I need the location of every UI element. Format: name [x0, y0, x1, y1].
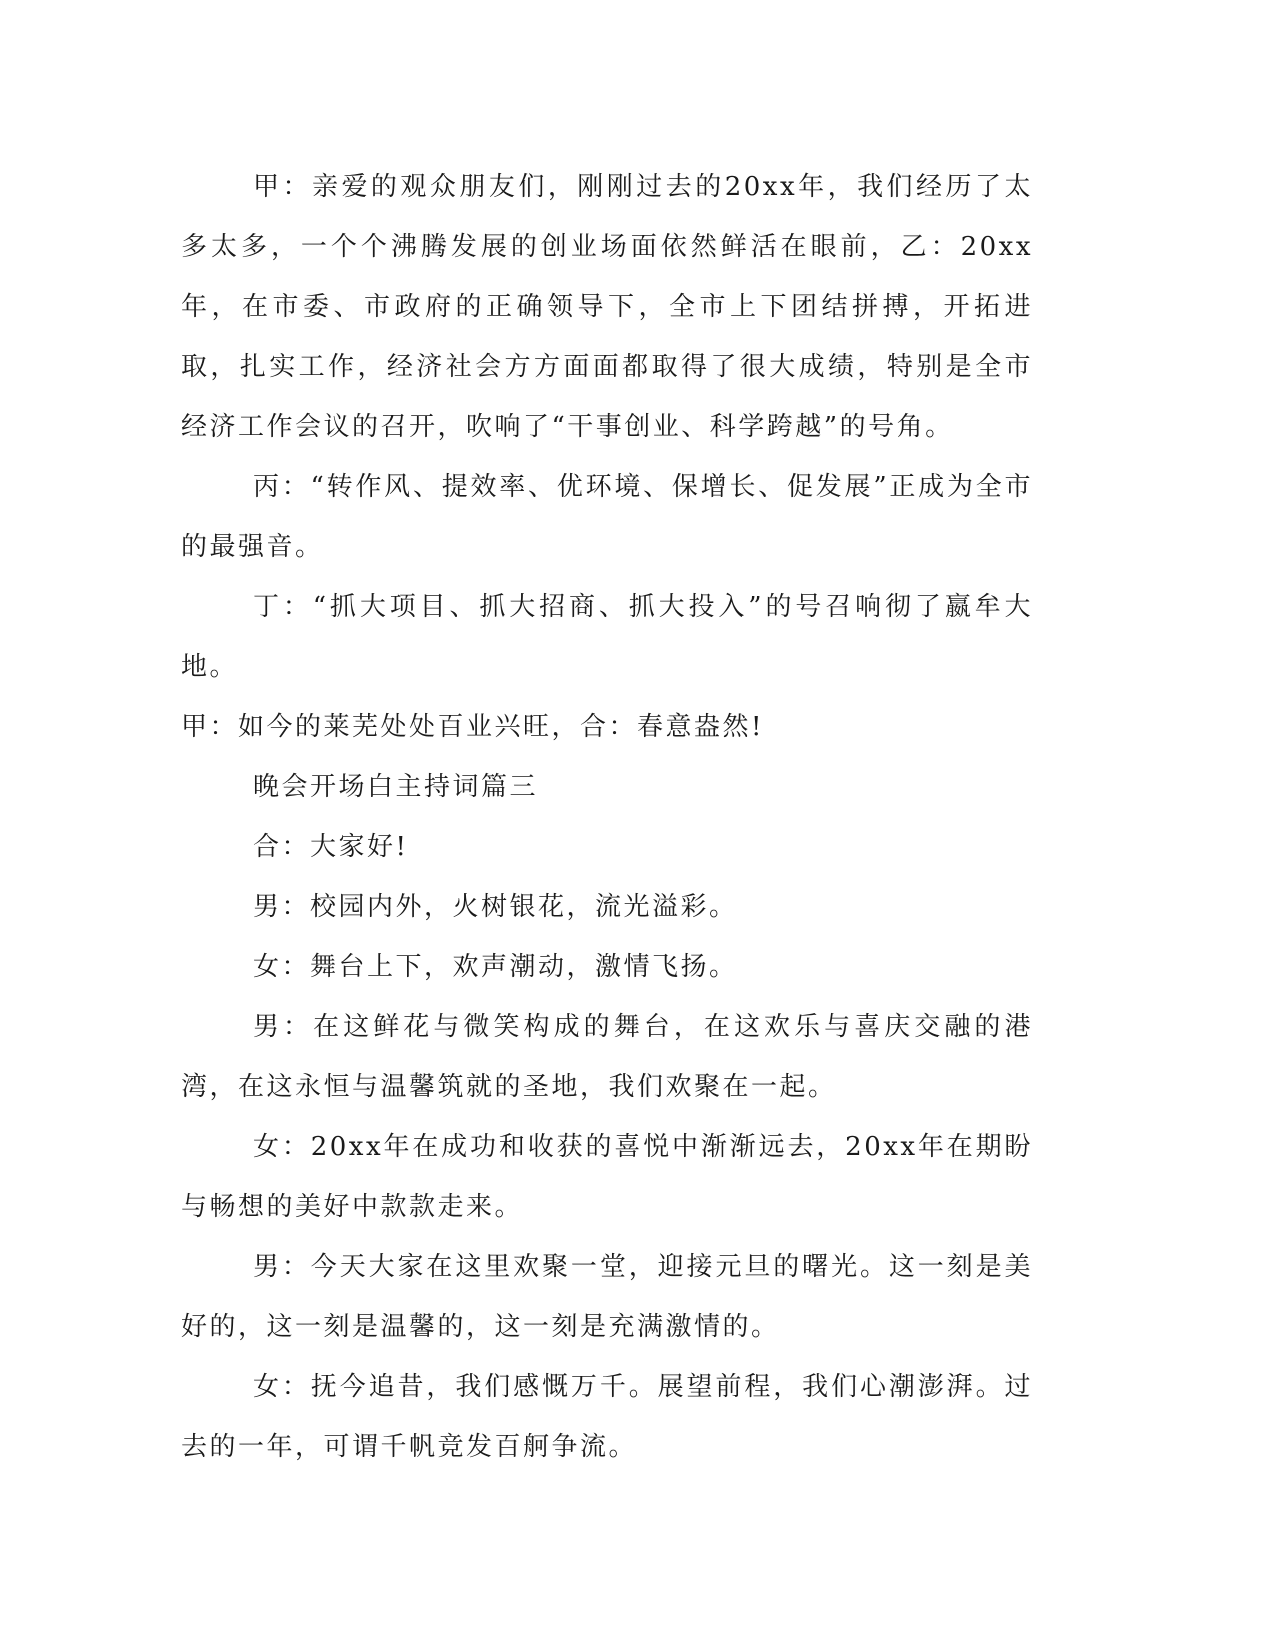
paragraph-female-2: 女：20xx年在成功和收获的喜悦中渐渐远去，20xx年在期盼与畅想的美好中款款走来。	[181, 1132, 1033, 1222]
paragraph-female-3: 女：抚今追昔，我们感慨万千。展望前程，我们心潮澎湃。过去的一年，可谓千帆竞发百舸争流。	[181, 1372, 1033, 1462]
paragraph-greeting: 合：大家好!	[253, 832, 409, 862]
paragraph-ding: 丁：“抓大项目、抓大招商、抓大投入”的号召响彻了嬴牟大地。	[181, 592, 1033, 682]
paragraph-male-1: 男：校园内外，火树银花，流光溢彩。	[253, 892, 738, 922]
section-heading: 晚会开场白主持词篇三	[253, 772, 539, 802]
paragraph-male-3: 男：今天大家在这里欢聚一堂，迎接元旦的曙光。这一刻是美好的，这一刻是温馨的，这一刻是充满激情的。	[181, 1252, 1033, 1342]
paragraph-opening-jia: 甲：亲爱的观众朋友们，刚刚过去的20xx年，我们经历了太多太多，一个个沸腾发展的创业场面依然鲜活在眼前，乙：20xx年，在市委、市政府的正确领导下，全市上下团结拼搏，开拓进取，扎实工作，经济社会方方面面都取得了很大成绩，特别是全市经济工作会议的召开，吹响了“干事创业、科学跨越”的号角。	[181, 172, 1033, 442]
paragraph-bing: 丙：“转作风、提效率、优环境、保增长、促发展”正成为全市的最强音。	[181, 472, 1033, 562]
document-body	[181, 157, 1033, 1477]
paragraph-male-2: 男：在这鲜花与微笑构成的舞台，在这欢乐与喜庆交融的港湾，在这永恒与温馨筑就的圣地，我们欢聚在一起。	[181, 1012, 1033, 1102]
paragraph-female-1: 女：舞台上下，欢声潮动，激情飞扬。	[253, 952, 738, 982]
paragraph-jia-closing: 甲：如今的莱芜处处百业兴旺，合：春意盎然!	[181, 712, 764, 742]
